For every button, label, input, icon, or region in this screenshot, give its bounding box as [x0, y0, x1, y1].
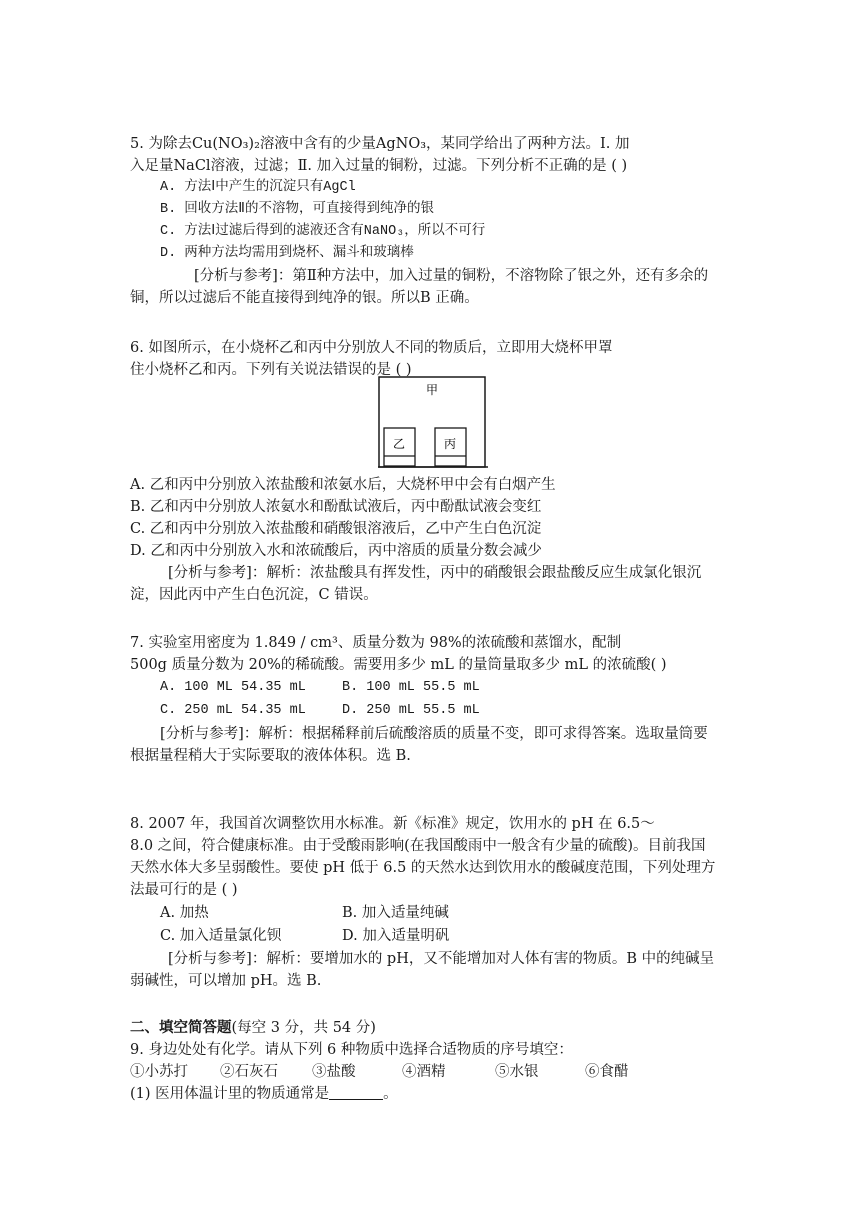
q8-options-row1 [160, 902, 560, 924]
q5-analysis-line1: [分析与参考]：第Ⅱ种方法中，加入过量的铜粉，不溶物除了银之外，还有多余的 [194, 268, 709, 284]
q9-sub1 [130, 1083, 398, 1105]
q6-stem-line1: 6. 如图所示，在小烧杯乙和丙中分别放人不同的物质后，立即用大烧杯甲罩 [130, 340, 613, 356]
q9-choice-5: ⑤水银 [495, 1064, 539, 1080]
q9-choice-4: ④酒精 [402, 1064, 446, 1080]
q7-options-row1 [160, 677, 560, 699]
section-score: (每空 3 分，共 54 分) [231, 1020, 376, 1036]
section-title: 二、填空简答题 [130, 1019, 232, 1036]
q5-stem-line1: 5. 为除去Cu(NO₃)₂溶液中含有的少量AgNO₃，某同学给出了两种方法。Ⅰ. 加 [130, 136, 630, 152]
q5-option-c: C. 方法Ⅰ过滤后得到的滤液还含有NaNO₃，所以不可行 [160, 224, 486, 239]
q5-option-a: A. 方法Ⅰ中产生的沉淀只有AgCl [160, 180, 356, 195]
q7-analysis-line1: [分析与参考]：解析：根据稀释前后硫酸溶质的质量不变，即可求得答案。选取量筒要 [160, 726, 708, 742]
beaker-diagram [378, 376, 488, 469]
q7-option-a: A. 100 ML 54.35 mL [160, 680, 306, 695]
q8-stem-line4: 法最可行的是 ( ) [130, 882, 238, 898]
q7-stem-line2: 500g 质量分数为 20%的稀硫酸。需要用多少 mL 的量筒量取多少 mL 的浓硫酸( ) [130, 657, 667, 673]
beaker-figure [378, 376, 488, 469]
q8-stem-line3: 天然水体大多呈弱酸性。要使 pH 低于 6.5 的天然水达到饮用水的酸碱度范围，下列处理方 [130, 860, 716, 876]
section-heading [130, 1017, 376, 1039]
q9-choice-2: ②石灰石 [220, 1064, 278, 1080]
q5-option-d: D. 两种方法均需用到烧杯、漏斗和玻璃棒 [160, 246, 414, 261]
q9-sub1-blank[interactable] [329, 1085, 383, 1100]
q5-analysis-line2: 铜，所以过滤后不能直接得到纯净的银。所以B 正确。 [130, 290, 479, 306]
q9-sub1-end: 。 [383, 1086, 398, 1102]
q7-option-c: C. 250 mL 54.35 mL [160, 703, 306, 718]
q6-option-a: A. 乙和丙中分别放入浓盐酸和浓氨水后，大烧杯甲中会有白烟产生 [130, 477, 556, 493]
q8-stem-line1: 8. 2007 年，我国首次调整饮用水标准。新《标准》规定，饮用水的 pH 在 6.5～ [130, 816, 655, 832]
q7-stem-line1: 7. 实验室用密度为 1.849 / cm³、质量分数为 98%的浓硫酸和蒸馏水，配制 [130, 635, 622, 651]
label-bing: 丙 [443, 437, 457, 451]
q9-choice-6: ⑥食醋 [585, 1064, 629, 1080]
q6-analysis-line2: 淀，因此丙中产生白色沉淀，C 错误。 [130, 587, 378, 603]
q5-stem-line2: 入足量NaCl溶液，过滤；Ⅱ. 加入过量的铜粉，过滤。下列分析不正确的是 ( ) [130, 158, 628, 174]
q8-option-a: A. 加热 [160, 905, 209, 921]
q8-analysis-line2: 弱碱性，可以增加 pH。选 B. [130, 973, 322, 989]
q8-option-b: B. 加入适量纯碱 [342, 905, 449, 921]
q8-analysis-line1: [分析与参考]：解析：要增加水的 pH，又不能增加对人体有害的物质。B 中的纯碱呈 [168, 951, 715, 967]
q6-analysis-line1: [分析与参考]：解析：浓盐酸具有挥发性，丙中的硝酸银会跟盐酸反应生成氯化银沉 [168, 565, 702, 581]
label-yi: 乙 [392, 437, 406, 451]
q7-analysis-line2: 根据量程稍大于实际要取的液体体积。选 B. [130, 748, 411, 764]
q7-option-b: B. 100 mL 55.5 mL [342, 680, 480, 695]
q5-option-b: B. 回收方法Ⅱ的不溶物，可直接得到纯净的银 [160, 202, 434, 217]
q7-option-d: D. 250 mL 55.5 mL [342, 703, 480, 718]
q6-option-d: D. 乙和丙中分别放入水和浓硫酸后，丙中溶质的质量分数会减少 [130, 543, 542, 559]
q9-choice-3: ③盐酸 [312, 1064, 356, 1080]
q6-option-c: C. 乙和丙中分别放入浓盐酸和硝酸银溶液后，乙中产生白色沉淀 [130, 521, 542, 537]
q8-option-c: C. 加入适量氯化钡 [160, 928, 282, 944]
label-jia: 甲 [425, 383, 439, 397]
q8-option-d: D. 加入适量明矾 [342, 928, 450, 944]
q6-option-b: B. 乙和丙中分别放人浓氨水和酚酞试液后，丙中酚酞试液会变红 [130, 499, 542, 515]
q6-stem-line2: 住小烧杯乙和丙。下列有关说法错误的是 ( ) [130, 362, 412, 378]
q7-options-row2 [160, 700, 560, 722]
q9-sub1-text: (1) 医用体温计里的物质通常是 [130, 1086, 330, 1102]
q8-options-row2 [160, 925, 560, 947]
q9-choice-1: ①小苏打 [130, 1064, 188, 1080]
q8-stem-line2: 8.0 之间，符合健康标准。由于受酸雨影响(在我国酸雨中一般含有少量的硫酸)。目前我国 [130, 838, 706, 854]
q9-stem: 9. 身边处处有化学。请从下列 6 种物质中选择合适物质的序号填空： [130, 1042, 573, 1058]
